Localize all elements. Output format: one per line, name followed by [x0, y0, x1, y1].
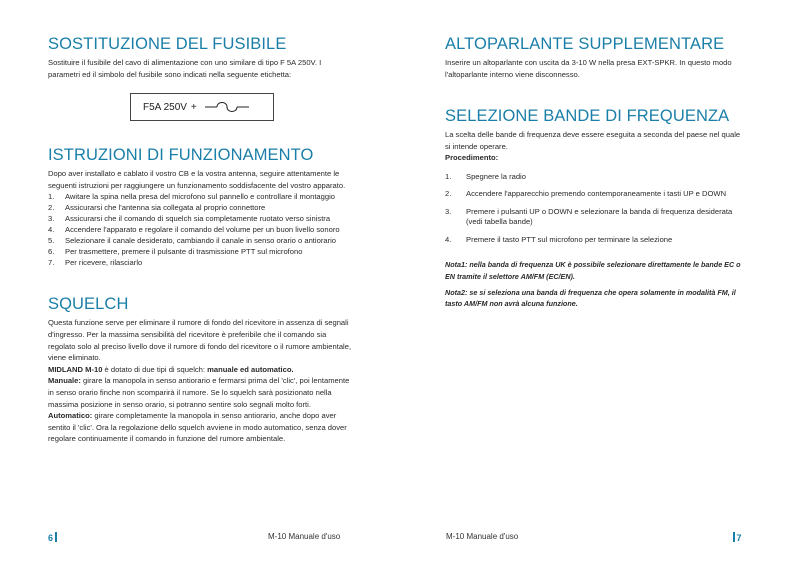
page-number: 6	[48, 533, 54, 543]
fuse-section-text: Sostituire il fusibile del cavo di alimentazione con uno similare di tipo F 5A 250V. I parametri ed il simbolo del fusibile sono indicati nella seguente etichetta:	[48, 58, 322, 79]
step-number: 3.	[48, 214, 55, 224]
step-text: Premere i pulsanti UP o DOWN e selezionare la banda di frequenza desiderata (vedi tabella bande)	[466, 206, 733, 227]
band-section-title: SELEZIONE BANDE DI FREQUENZA	[445, 107, 730, 126]
step-number: 1.	[48, 192, 55, 202]
step-number: 1.	[445, 171, 452, 181]
step-text: Assicurarsi che il comando di squelch sia completamente ruotato verso sinistra	[65, 214, 331, 224]
step-text: Accendere l'apparato e regolare il comando del volume per un buon livello sonoro	[65, 225, 340, 235]
speaker-section	[445, 34, 747, 80]
plus-icon: +	[190, 101, 197, 113]
list-item	[445, 235, 747, 246]
manual-label: Manuale:	[48, 376, 81, 386]
step-text: Per ricevere, rilasciarlo	[65, 258, 143, 268]
speaker-section-title: ALTOPARLANTE SUPPLEMENTARE	[445, 35, 725, 53]
step-text: Awitare la spina nella presa del microfono sul pannello e controllare il montaggio	[65, 192, 336, 202]
fuse-section	[48, 34, 352, 121]
list-item	[48, 191, 352, 202]
step-number: 2.	[445, 189, 452, 199]
right-page-number	[731, 532, 742, 543]
band-intro: La scelta delle bande di frequenza deve essere eseguita a seconda del paese nel quale si intende operare.	[445, 130, 741, 151]
list-item	[48, 235, 352, 246]
step-number: 6.	[48, 247, 55, 257]
right-footer-title: M-10 Manuale d'uso	[446, 532, 519, 541]
operation-intro: Dopo aver installato e cablato il vostro CB e la vostra antenna, seguire attentamente le seguenti istruzioni per raggiungere un funzionamento soddisfacente del vostro apparato.	[48, 169, 346, 190]
right-page	[397, 0, 793, 561]
model-name: MIDLAND M-10	[48, 364, 103, 374]
step-text: Selezionare il canale desiderato, cambiando il canale in senso orario o antiorario	[65, 236, 337, 246]
procedure-label: Procedimento:	[445, 153, 499, 163]
left-page-number	[48, 532, 59, 543]
left-footer-title: M-10 Manuale d'uso	[268, 532, 341, 541]
squelch-p1: Questa funzione serve per eliminare il rumore di fondo del ricevitore in assenza di segnali d'ingresso. Per la massima sensibilità del ricevitore è preferibile che il comando sia regolato solo al preciso livello dove il rumore di fondo del ricevitore o il rumore ambientale, viene eliminato.	[48, 318, 352, 363]
left-column	[48, 34, 352, 445]
list-item	[48, 202, 352, 213]
squelch-section-title: SQUELCH	[48, 295, 129, 314]
notes	[445, 259, 747, 309]
step-text: Spegnere la radio	[466, 171, 526, 181]
step-text: Assicurarsi che l'antenna sia collegata al proprio connettore	[65, 203, 266, 213]
speaker-text: Inserire un altoparlante con uscita da 3-10 W nella presa EXT-SPKR. In questo modo l'altoparlante interno viene disconnesso.	[445, 58, 732, 79]
band-section	[445, 106, 747, 310]
note-2: Nota2: se si seleziona una banda di frequenza che opera solamente in modalità FM, il tasto AM/FM non avrà alcuna funzione.	[445, 287, 736, 309]
step-text: Accendere l'apparecchio premendo contemporaneamente i tasti UP e DOWN	[466, 189, 727, 199]
right-column	[445, 34, 747, 310]
squelch-p3	[48, 375, 352, 410]
fuse-label	[130, 93, 274, 121]
list-item	[445, 172, 747, 183]
step-number: 2.	[48, 203, 55, 213]
list-item	[445, 207, 747, 228]
operation-steps	[48, 191, 352, 268]
left-page	[0, 0, 396, 561]
fuse-label-text: F5A 250V	[143, 101, 187, 113]
step-number: 4.	[48, 225, 55, 235]
operation-section-title: ISTRUZIONI DI FUNZIONAMENTO	[48, 146, 314, 165]
step-number: 3.	[445, 206, 452, 216]
squelch-p2	[48, 364, 352, 376]
list-item	[48, 257, 352, 268]
step-number: 4.	[445, 234, 452, 244]
step-text: Per trasmettere, premere il pulsante di trasmissione PTT sul microfono	[65, 247, 303, 257]
fuse-section-title: SOSTITUZIONE DEL FUSIBILE	[48, 35, 287, 53]
list-item	[48, 224, 352, 235]
step-number: 5.	[48, 236, 55, 246]
fuse-symbol-icon	[203, 100, 251, 114]
page-number: 7	[736, 533, 742, 543]
note-1: Nota1: nella banda di frequenza UK è possibile selezionare direttamente le bande EC o EN tramite il selettore AM/FM (EC/EN).	[445, 260, 741, 282]
squelch-p2-text: è dotato di due tipi di squelch:	[102, 364, 208, 374]
list-item	[48, 213, 352, 224]
step-text: Premere il tasto PTT sul microfono per terminare la selezione	[466, 234, 673, 244]
squelch-types: manuale ed automatico.	[207, 364, 294, 374]
operation-section	[48, 145, 352, 268]
squelch-p4	[48, 410, 352, 445]
band-steps	[445, 172, 747, 246]
automatic-label: Automatico:	[48, 411, 93, 421]
squelch-section	[48, 294, 352, 445]
list-item	[445, 189, 747, 200]
list-item	[48, 246, 352, 257]
step-number: 7.	[48, 258, 55, 268]
manual-text: girare la manopola in senso antiorario e fermarsi prima del 'clic', poi lentamente in senso orario finche non scomparirà il rumore. Se lo squelch sarà posizionato nella massima posizione in senso orario, si potranno sentire solo segnali molto forti.	[48, 376, 350, 409]
automatic-text: girare completamente la manopola in senso antiorario, anche dopo aver sentito il 'clic'. Ora la regolazione dello squelch avviene in modo automatico, senza dover regolare continuamente il comando in funzione del rumore ambientale.	[48, 411, 347, 444]
